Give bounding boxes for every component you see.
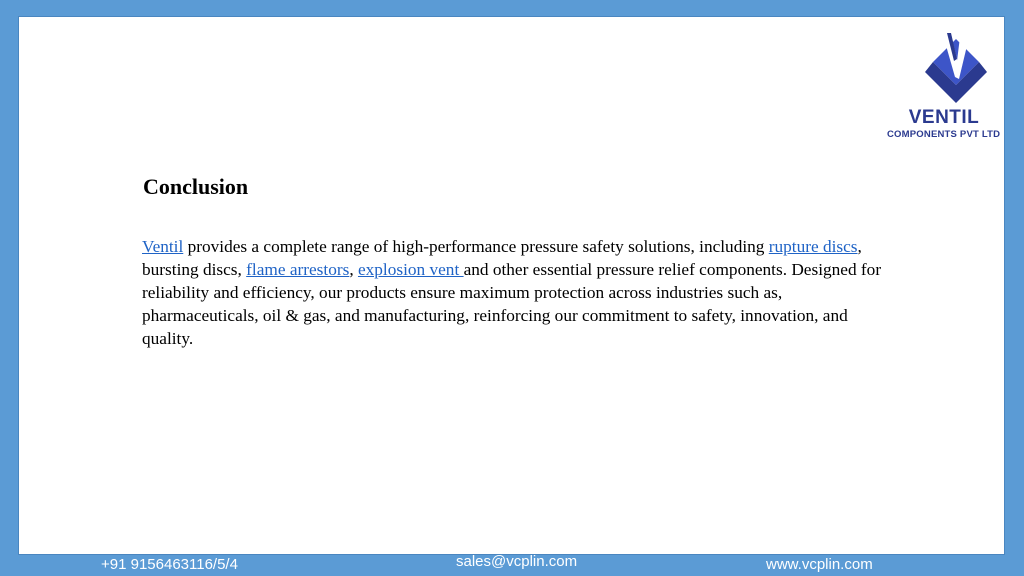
slide bbox=[18, 16, 1005, 555]
paragraph-text-5: quality. bbox=[142, 329, 194, 348]
footer-website[interactable]: www.vcplin.com bbox=[766, 556, 873, 573]
footer-email[interactable]: sales@vcplin.com bbox=[456, 553, 578, 570]
ventil-logo-icon bbox=[921, 27, 991, 109]
flame-arrestors-link[interactable]: flame arrestors bbox=[246, 260, 350, 279]
paragraph-text-1: provides a complete range of high-performance pressure safety solutions, including bbox=[183, 237, 769, 256]
logo-name: VENTIL bbox=[908, 107, 980, 128]
paragraph-text-3: , bbox=[349, 260, 358, 279]
footer-phone: +91 9156463116/5/4 bbox=[101, 556, 238, 573]
company-logo bbox=[869, 23, 1024, 143]
explosion-vent-link[interactable]: explosion vent bbox=[357, 260, 464, 279]
rupture-discs-link[interactable]: rupture discs bbox=[768, 237, 858, 256]
conclusion-paragraph bbox=[142, 235, 882, 350]
logo-subtitle: COMPONENTS PVT LTD bbox=[887, 129, 1001, 140]
paragraph-text-4: and other essential pressure relief components. Designed for reliability and efficiency, our products ensure maximum protection across industries such as, pharmaceuticals, oil & gas, and manufacturing, reinforcing our commitment to safety, innovation, and bbox=[142, 260, 882, 325]
page-title: Conclusion bbox=[143, 174, 249, 199]
paragraph-text-2: , bursting discs, bbox=[142, 237, 862, 279]
ventil-link[interactable]: Ventil bbox=[142, 237, 184, 256]
